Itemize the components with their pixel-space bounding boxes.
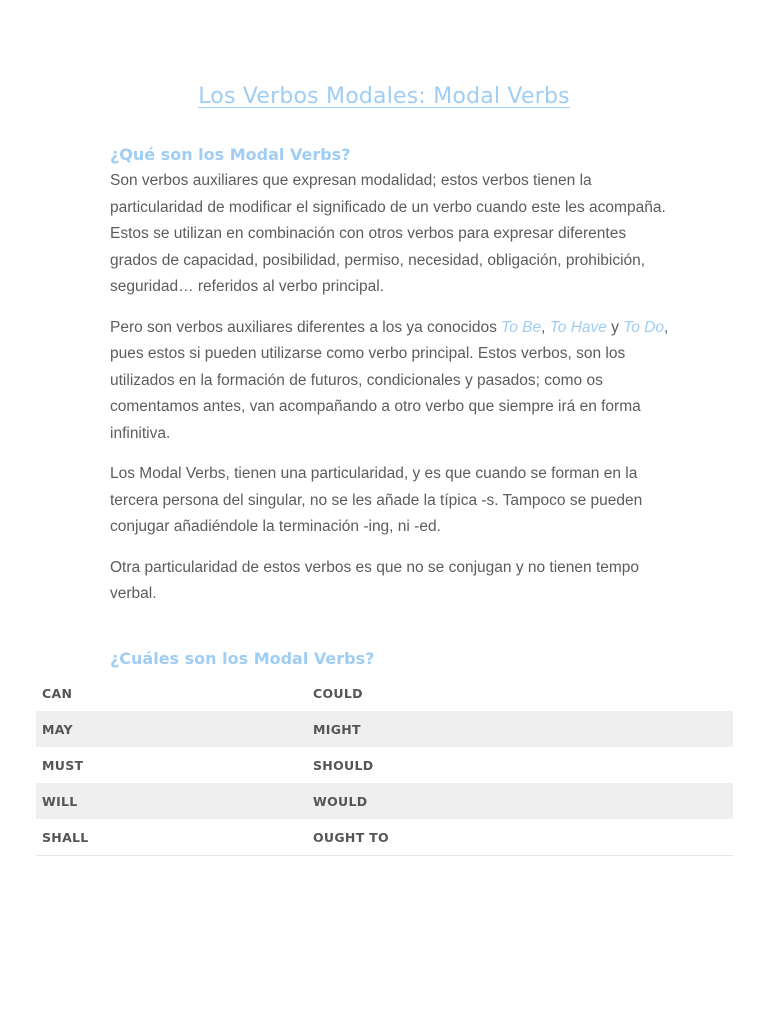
- to-have-link[interactable]: To Have: [549, 318, 607, 336]
- paragraph-no-conjugation: Otra particularidad de estos verbos es que no se conjugan y no tienen tempo verbal.: [110, 558, 640, 602]
- paragraph-separator: y: [606, 318, 624, 336]
- table-cell: MIGHT: [313, 721, 361, 737]
- section-heading-which: ¿Cuáles son los Modal Verbs?: [110, 649, 375, 668]
- table-cell: WILL: [42, 793, 78, 809]
- table-cell: OUGHT TO: [313, 829, 389, 845]
- table-cell: CAN: [42, 685, 73, 701]
- table-cell: MUST: [42, 757, 84, 773]
- table-cell: SHALL: [42, 829, 89, 845]
- table-row: [36, 783, 733, 819]
- section-what-are-modal-verbs: [110, 144, 670, 622]
- paragraph-auxiliary-difference: [110, 315, 670, 448]
- table-row: [36, 675, 733, 711]
- paragraph-separator: ,: [541, 318, 550, 336]
- to-be-link[interactable]: To Be: [501, 318, 542, 336]
- table-row: [36, 711, 733, 747]
- table-cell: MAY: [42, 721, 73, 737]
- modal-verbs-table: [36, 675, 733, 856]
- page-title: Los Verbos Modales: Modal Verbs: [198, 84, 570, 109]
- paragraph-text-after: , pues estos si pueden utilizarse como verbo principal. Estos verbos, son los utilizados en la formación de futuros, condicionales y pasados; como os comentamos antes, van acompañando a otro verbo que siempre irá en forma infinitiva.: [110, 318, 669, 442]
- paragraph-definition: Son verbos auxiliares que expresan modalidad; estos verbos tienen la particularidad de modificar el significado de un verbo cuando este les acompaña. Estos se utilizan en combinación con otros verbos para expresar diferentes grados de capacidad, posibilidad, permiso, necesidad, obligación, prohibición, seguridad… referidos al verbo principal.: [110, 172, 666, 295]
- table-cell: WOULD: [313, 793, 368, 809]
- to-do-link[interactable]: To Do: [623, 318, 665, 336]
- paragraph-third-person: Los Modal Verbs, tienen una particularidad, y es que cuando se forman en la tercera persona del singular, no se les añade la típica -s. Tampoco se pueden conjugar añadiéndole la terminación -ing, ni -ed.: [110, 465, 643, 535]
- section-heading-what: ¿Qué son los Modal Verbs?: [110, 145, 351, 164]
- paragraph-text-before: Pero son verbos auxiliares diferentes a los ya conocidos: [110, 318, 502, 336]
- table-row: [36, 819, 733, 856]
- table-row: [36, 747, 733, 783]
- table-cell: SHOULD: [313, 757, 374, 773]
- table-cell: COULD: [313, 685, 363, 701]
